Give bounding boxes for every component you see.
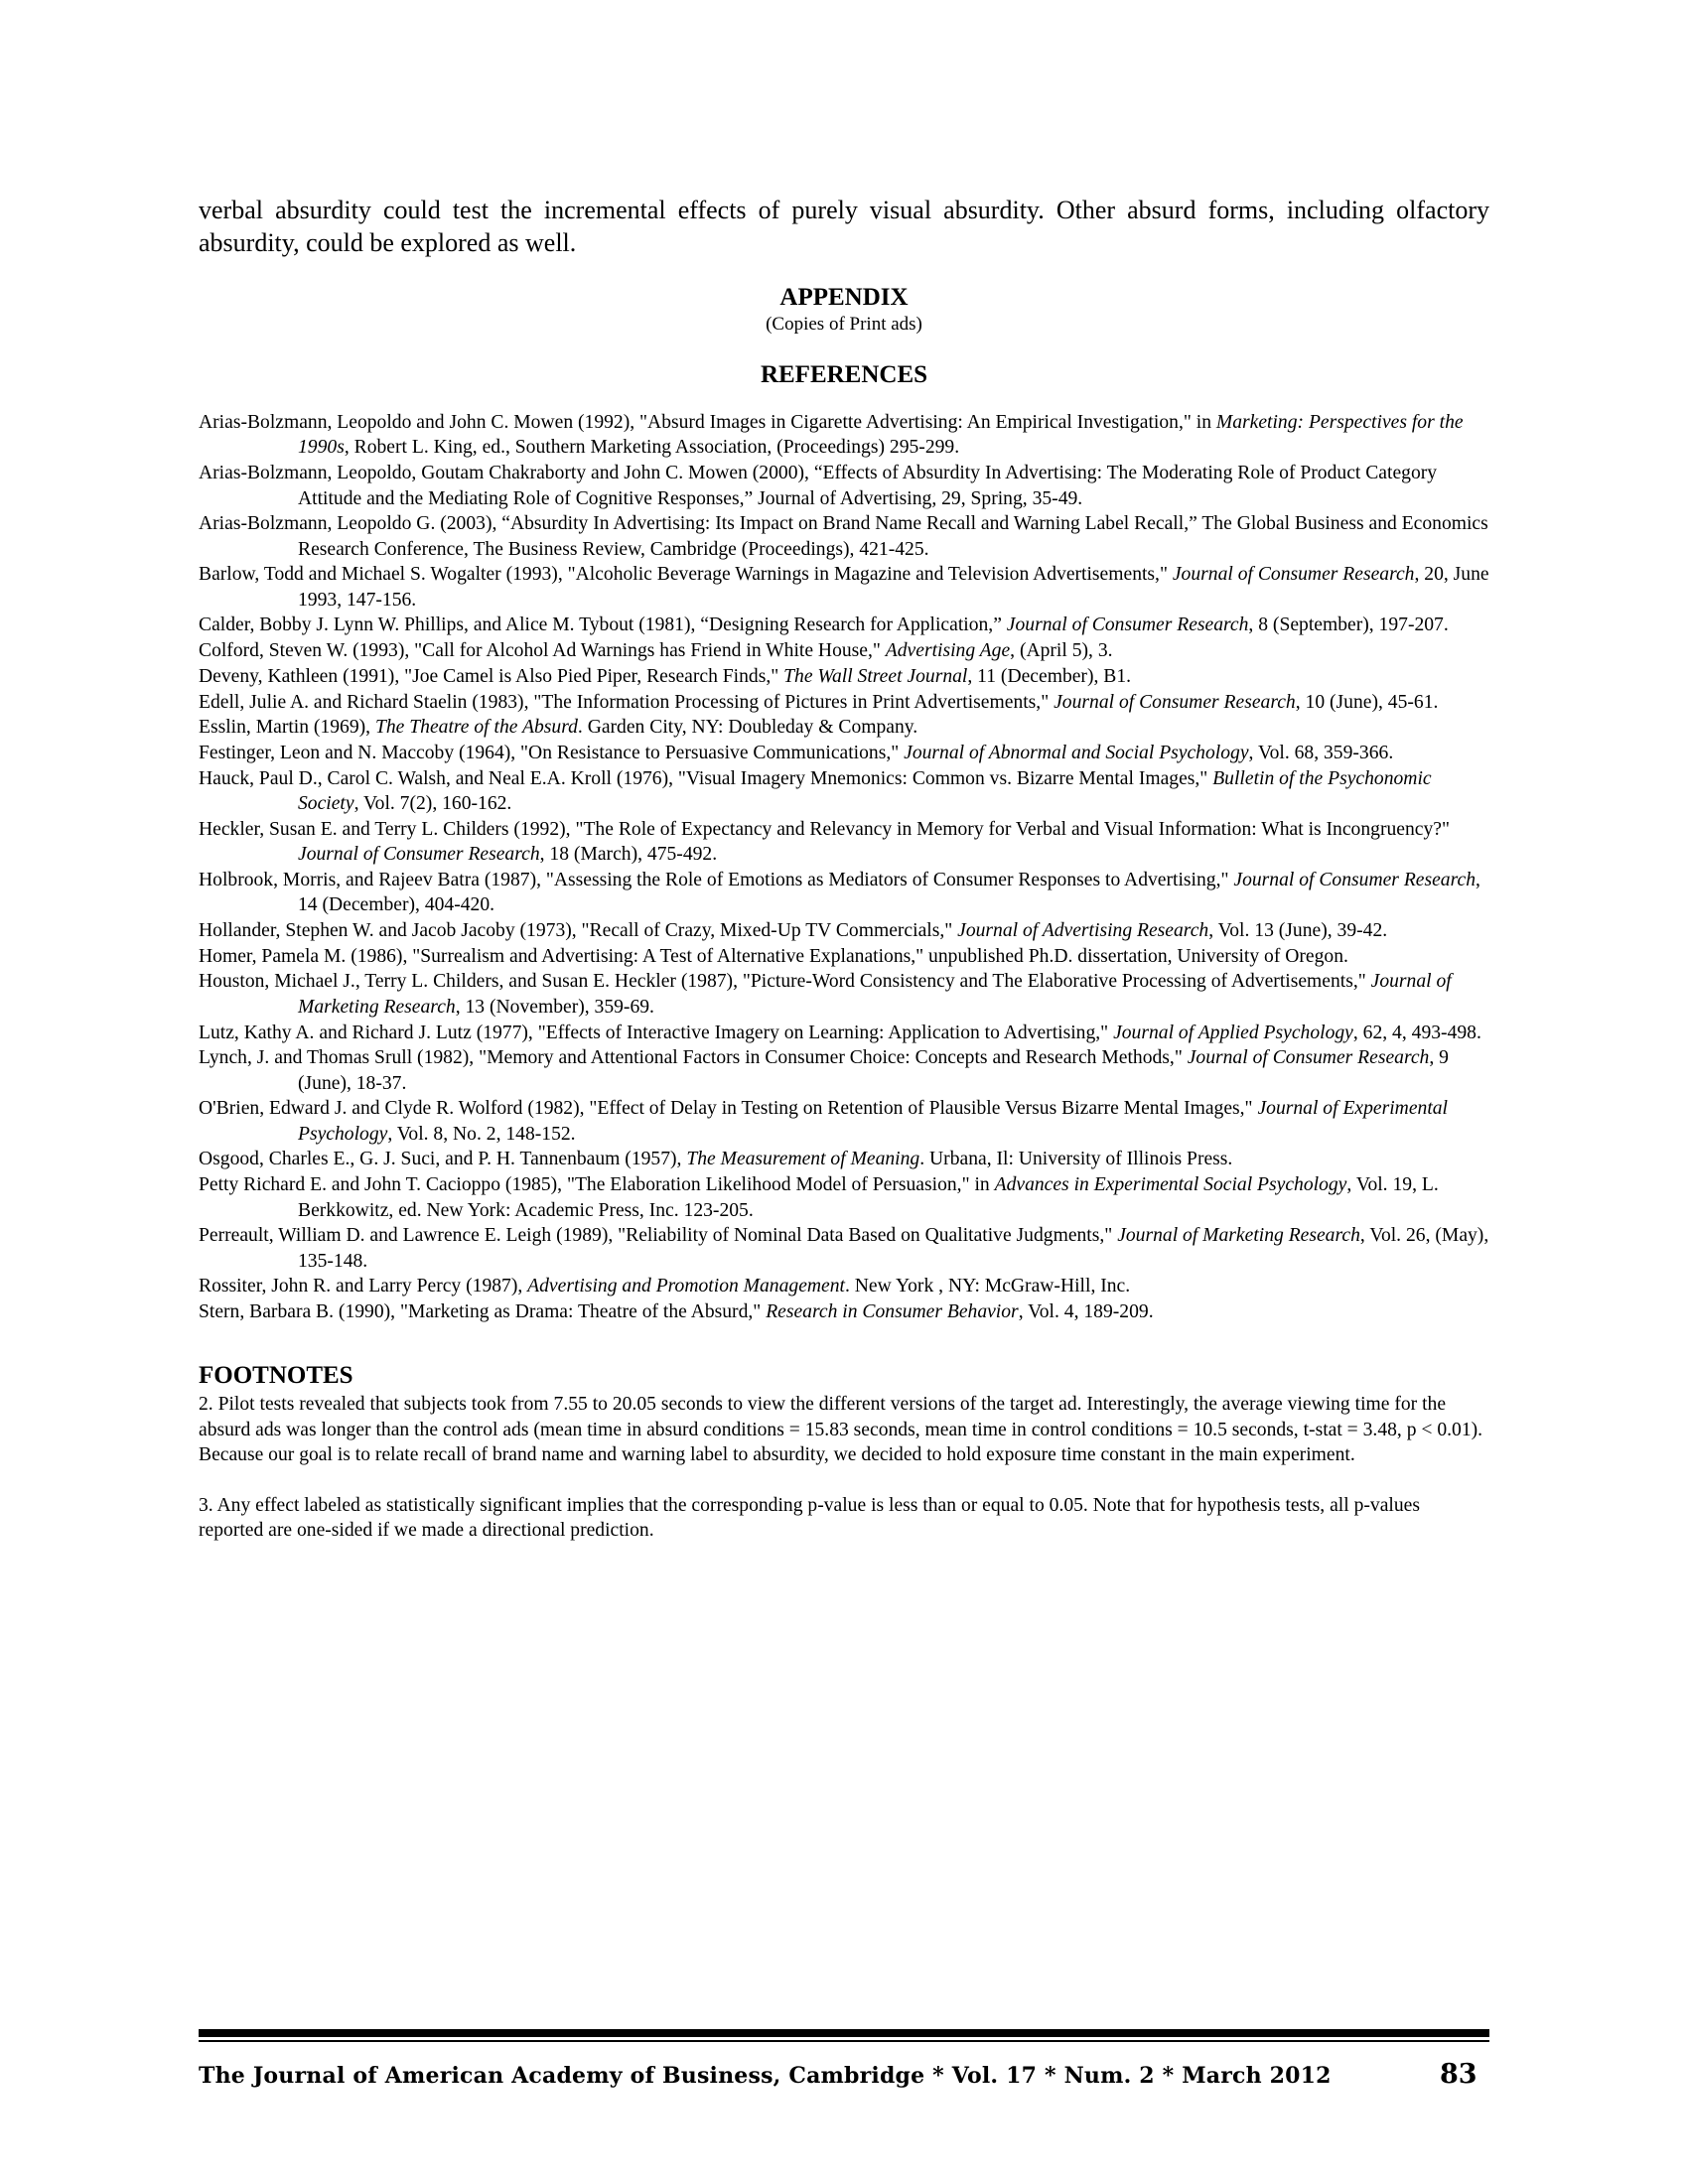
footnotes-heading: FOOTNOTES bbox=[199, 1362, 353, 1390]
reference-text: Petty Richard E. and John T. Cacioppo (1985), "The Elaboration Likelihood Model of Persuasion," in bbox=[199, 1174, 995, 1196]
reference-item bbox=[199, 690, 1489, 715]
reference-text: Osgood, Charles E., G. J. Suci, and P. H. Tannenbaum (1957), bbox=[199, 1149, 687, 1170]
reference-item bbox=[199, 664, 1489, 689]
reference-text: Barlow, Todd and Michael S. Wogalter (1993), "Alcoholic Beverage Warnings in Magazine and Television Advertisements," bbox=[199, 564, 1173, 586]
reference-item bbox=[199, 817, 1489, 868]
reference-text: . Urbana, Il: University of Illinois Press. bbox=[919, 1149, 1233, 1170]
reference-text: Hauck, Paul D., Carol C. Walsh, and Neal E.A. Kroll (1976), "Visual Imagery Mnemonics: Common vs. Bizarre Mental Images," bbox=[199, 767, 1213, 789]
reference-text: , Vol. 19, L. Berkkowitz, ed. New York: Academic Press, Inc. 123-205. bbox=[298, 1174, 1439, 1221]
reference-item bbox=[199, 868, 1489, 918]
reference-text: , Vol. 26, (May), 135-148. bbox=[298, 1225, 1489, 1272]
reference-item bbox=[199, 1021, 1489, 1045]
reference-source-title: Journal of Consumer Research bbox=[1054, 691, 1296, 713]
reference-item bbox=[199, 969, 1489, 1020]
reference-text: Houston, Michael J., Terry L. Childers, and Susan E. Heckler (1987), "Picture-Word Consistency and The Elaborative Processing of Advertisements," bbox=[199, 971, 1371, 993]
reference-item bbox=[199, 944, 1489, 969]
reference-item bbox=[199, 1147, 1489, 1171]
reference-item bbox=[199, 461, 1489, 511]
reference-item bbox=[199, 511, 1489, 562]
reference-text: Lynch, J. and Thomas Srull (1982), "Memory and Attentional Factors in Consumer Choice: Concepts and Research Methods," bbox=[199, 1047, 1188, 1069]
reference-text: Holbrook, Morris, and Rajeev Batra (1987), "Assessing the Role of Emotions as Mediators of Consumer Responses to Advertising," bbox=[199, 869, 1234, 890]
reference-source-title: Journal of Abnormal and Social Psychology bbox=[904, 742, 1249, 763]
reference-source-title: Journal of Marketing Research bbox=[298, 971, 1452, 1018]
reference-text: , Vol. 7(2), 160-162. bbox=[353, 793, 512, 815]
reference-text: Festinger, Leon and N. Maccoby (1964), "On Resistance to Persuasive Communications," bbox=[199, 742, 905, 763]
reference-text: Arias-Bolzmann, Leopoldo, Goutam Chakraborty and John C. Mowen (2000), “Effects of Absurdity In Advertising: The Moderating Role of Product Category Attitude and the Mediating Role of Cognitive Responses,” Journal of Advertising, 29, Spring, 35-49. bbox=[199, 463, 1438, 509]
reference-text: , 18 (March), 475-492. bbox=[539, 844, 718, 866]
reference-source-title: The Measurement of Meaning bbox=[686, 1149, 920, 1170]
reference-source-title: Bulletin of the Psychonomic Society bbox=[298, 767, 1432, 815]
reference-text: Edell, Julie A. and Richard Staelin (1983), "The Information Processing of Pictures in Print Advertisements," bbox=[199, 691, 1055, 713]
journal-footer: The Journal of American Academy of Business, Cambridge * Vol. 17 * Num. 2 * March 2012 bbox=[199, 2063, 1332, 2089]
reference-item bbox=[199, 1172, 1489, 1223]
reference-text: Perreault, William D. and Lawrence E. Leigh (1989), "Reliability of Nominal Data Based on Qualitative Judgments," bbox=[199, 1225, 1118, 1247]
reference-source-title: Journal of Consumer Research bbox=[1233, 869, 1476, 890]
reference-text: , 14 (December), 404-420. bbox=[298, 869, 1480, 916]
reference-item bbox=[199, 1223, 1489, 1274]
reference-text: , Vol. 4, 189-209. bbox=[1018, 1301, 1154, 1323]
reference-text: Rossiter, John R. and Larry Percy (1987), bbox=[199, 1276, 528, 1297]
reference-source-title: Advances in Experimental Social Psychology bbox=[994, 1174, 1347, 1196]
reference-item bbox=[199, 1274, 1489, 1298]
appendix-heading: APPENDIX bbox=[779, 284, 909, 311]
reference-source-title: Marketing: Perspectives for the 1990s bbox=[298, 412, 1464, 459]
reference-item bbox=[199, 1299, 1489, 1324]
reference-text: , 13 (November), 359-69. bbox=[455, 996, 654, 1018]
reference-text: , Vol. 8, No. 2, 148-152. bbox=[387, 1123, 576, 1145]
reference-text: Homer, Pamela M. (1986), "Surrealism and Advertising: A Test of Alternative Explanations," unpublished Ph.D. dissertation, University of Oregon. bbox=[199, 945, 1348, 967]
reference-source-title: Journal of Advertising Research bbox=[957, 919, 1209, 941]
reference-item bbox=[199, 410, 1489, 461]
reference-source-title: The Theatre of the Absurd bbox=[374, 717, 578, 739]
page-number: 83 bbox=[1440, 2059, 1477, 2090]
reference-text: Stern, Barbara B. (1990), "Marketing as Drama: Theatre of the Absurd," bbox=[199, 1301, 767, 1323]
reference-text: , 9 (June), 18-37. bbox=[298, 1047, 1449, 1094]
reference-text: . Garden City, NY: Doubleday & Company. bbox=[577, 717, 918, 739]
reference-item bbox=[199, 741, 1489, 765]
reference-text: , Vol. 13 (June), 39-42. bbox=[1208, 919, 1388, 941]
reference-item bbox=[199, 1096, 1489, 1147]
reference-text: Arias-Bolzmann, Leopoldo and John C. Mowen (1992), "Absurd Images in Cigarette Advertising: An Empirical Investigation," in bbox=[199, 412, 1216, 433]
page-body bbox=[199, 194, 1489, 1568]
reference-item bbox=[199, 715, 1489, 740]
reference-source-title: Research in Consumer Behavior bbox=[766, 1301, 1019, 1323]
footer-rule-thin bbox=[199, 2040, 1489, 2042]
reference-text: , 62, 4, 493-498. bbox=[1352, 1022, 1481, 1043]
reference-text: , 10 (June), 45-61. bbox=[1295, 691, 1439, 713]
references-heading: REFERENCES bbox=[760, 361, 928, 388]
reference-text: Calder, Bobby J. Lynn W. Phillips, and Alice M. Tybout (1981), “Designing Research for Application,” bbox=[199, 614, 1007, 636]
reference-source-title: Journal of Consumer Research bbox=[1187, 1047, 1430, 1069]
reference-text: Colford, Steven W. (1993), "Call for Alcohol Ad Warnings has Friend in White House," bbox=[199, 640, 886, 662]
reference-source-title: Journal of Consumer Research bbox=[1006, 614, 1249, 636]
reference-source-title: Journal of Marketing Research bbox=[1117, 1225, 1360, 1247]
reference-source-title: The Wall Street Journal bbox=[783, 665, 968, 687]
reference-item bbox=[199, 1045, 1489, 1096]
reference-text: , 11 (December), B1. bbox=[967, 665, 1132, 687]
reference-text: , 20, June 1993, 147-156. bbox=[298, 564, 1489, 611]
reference-text: Deveny, Kathleen (1991), "Joe Camel is Also Pied Piper, Research Finds," bbox=[199, 665, 784, 687]
appendix-subtitle: (Copies of Print ads) bbox=[766, 314, 922, 335]
reference-item bbox=[199, 613, 1489, 637]
reference-source-title: Advertising Age bbox=[885, 640, 1011, 662]
reference-item bbox=[199, 918, 1489, 943]
footnote-3: 3. Any effect labeled as statistically significant implies that the corresponding p-value is less than or equal to 0.05. Note that for hypothesis tests, all p-values reported are one-sided if we made a directional prediction. bbox=[199, 1494, 1420, 1542]
reference-source-title: Journal of Consumer Research bbox=[1172, 564, 1415, 586]
reference-text: Lutz, Kathy A. and Richard J. Lutz (1977), "Effects of Interactive Imagery on Learning: Application to Advertising," bbox=[199, 1022, 1114, 1043]
reference-item bbox=[199, 562, 1489, 613]
footer-rule-thick bbox=[199, 2029, 1489, 2037]
reference-source-title: Journal of Consumer Research bbox=[298, 844, 540, 866]
reference-source-title: Journal of Experimental Psychology bbox=[298, 1098, 1448, 1145]
reference-source-title: Journal of Applied Psychology bbox=[1113, 1022, 1353, 1043]
reference-text: Esslin, Martin (1969), bbox=[199, 717, 375, 739]
reference-list bbox=[199, 410, 1489, 1324]
reference-text: , (April 5), 3. bbox=[1010, 640, 1113, 662]
reference-text: , Vol. 68, 359-366. bbox=[1248, 742, 1394, 763]
reference-text: O'Brien, Edward J. and Clyde R. Wolford (1982), "Effect of Delay in Testing on Retention of Plausible Versus Bizarre Mental Images," bbox=[199, 1098, 1258, 1120]
reference-item bbox=[199, 638, 1489, 663]
reference-text: , 8 (September), 197-207. bbox=[1248, 614, 1449, 636]
footnote-2: 2. Pilot tests revealed that subjects took from 7.55 to 20.05 seconds to view the different versions of the target ad. Interestingly, the average viewing time for the absurd ads was longer than the control ads (mean time in absurd conditions = 15.83 seconds, mean time in control conditions = 10.5 seconds, t-stat = 3.48, p < 0.01). Because our goal is to relate recall of brand name and warning label to absurdity, we decided to hold exposure time constant in the main experiment. bbox=[199, 1394, 1483, 1466]
reference-text: Heckler, Susan E. and Terry L. Childers (1992), "The Role of Expectancy and Relevancy in Memory for Verbal and Visual Information: What is Incongruency?" bbox=[199, 818, 1450, 840]
reference-item bbox=[199, 766, 1489, 817]
reference-text: Arias-Bolzmann, Leopoldo G. (2003), “Absurdity In Advertising: Its Impact on Brand Name Recall and Warning Label Recall,” The Global Business and Economics Research Conference, The Business Review, Cambridge (Proceedings), 421-425. bbox=[199, 513, 1488, 560]
reference-source-title: Advertising and Promotion Management bbox=[527, 1276, 845, 1297]
reference-text: Hollander, Stephen W. and Jacob Jacoby (1973), "Recall of Crazy, Mixed-Up TV Commercials," bbox=[199, 919, 958, 941]
intro-paragraph: verbal absurdity could test the incremental effects of purely visual absurdity. Other absurd forms, including olfactory absurdity, could be explored as well. bbox=[199, 196, 1489, 257]
reference-text: . New York , NY: McGraw-Hill, Inc. bbox=[844, 1276, 1131, 1297]
reference-text: , Robert L. King, ed., Southern Marketing Association, (Proceedings) 295-299. bbox=[344, 437, 960, 459]
